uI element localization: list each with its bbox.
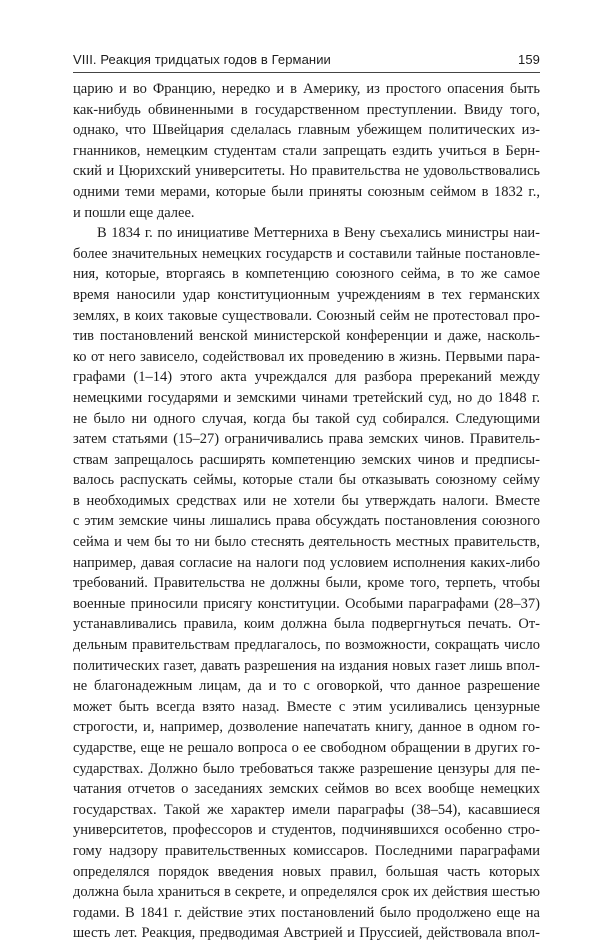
text-line: время наносили удар конституционным учреждениям в тех германских — [73, 286, 540, 303]
text-line: ко от него зависело, содействовал их проведению в жизнь. Первыми пара- — [73, 348, 540, 365]
text-line: политических газет, давать разрешения на издания новых газет лишь впол- — [73, 657, 540, 674]
text-line: землях, в коих таковые существовали. Союзный сейм не протестовал про- — [73, 307, 540, 324]
running-title: VIII. Реакция тридцатых годов в Германии — [73, 52, 331, 67]
text-line: сударствах. Должно было требоваться также разрешение цензуры для пе- — [73, 760, 540, 777]
text-line: чатания отчетов о заседаниях земских сеймов во всех вообще немецких — [73, 781, 540, 798]
text-line: требований. Правительства не должны были, кроме того, терпеть, чтобы — [73, 575, 540, 592]
text-line: может быть всегда взято назад. Вместе с этим усиливались цензурные — [73, 698, 540, 715]
text-line: в необходимых средствах или не хотели бы утверждать налоги. Вместе — [73, 492, 540, 509]
text-line: затем статьями (15–27) ограничивались права земских чинов. Правитель- — [73, 431, 540, 448]
text-line: сударстве, еще не решало вопроса о ее свободном обращении в других го- — [73, 740, 540, 756]
text-line: ствам запрещалось расширять компетенцию земских чинов и предписы- — [73, 451, 540, 468]
text-line: гнанников, немецким студентам стали запрещать ездить учиться в Берн- — [73, 142, 540, 159]
text-line: устанавливались правила, коим должна была подвергнуться печать. От- — [73, 616, 540, 633]
text-line: гому надзору правительственных комиссаров. Последними параграфами — [73, 842, 540, 859]
header-rule — [73, 72, 540, 73]
text-line: не благонадежным лицам, да и то с оговоркой, что данное разрешение — [73, 678, 540, 695]
text-line: сейма и чем бы то ни было стеснять деятельность местных правительств, — [73, 534, 540, 551]
text-line: как-нибудь обвиненными в государственном преступлении. Ввиду того, — [73, 101, 540, 118]
text-line: ский и Цюрихский университеты. Но правительства не удовольствовались — [73, 163, 540, 180]
text-line: не было ни одного случая, когда бы такой суд собирался. Следующими — [73, 410, 540, 427]
text-line: строгости, и, например, дозволение напечатать книгу, данное в одном го- — [73, 719, 540, 736]
text-line: с этим земские чины лишались права обсуждать постановления союзного — [73, 513, 540, 530]
text-line: графами (1–14) этого акта учреждался для разбора пререканий между — [73, 369, 540, 386]
text-line: военные приносили присягу конституции. Особыми параграфами (28–37) — [73, 595, 540, 612]
text-line: одними теми мерами, которые были приняты союзным сеймом в 1832 г., — [73, 183, 540, 200]
text-line: государствах. Такой же характер имели параграфы (38–54), касавшиеся — [73, 801, 540, 818]
text-line: например, давая согласие на налоги под условием исполнения каких-либо — [73, 554, 540, 571]
text-line: и пошли еще далее. — [73, 204, 195, 221]
text-line: годами. В 1841 г. действие этих постановлений было продолжено еще на — [73, 904, 540, 921]
text-line: тив постановлений венской министерской конференции и даже, насколь- — [73, 328, 540, 345]
page-number: 159 — [518, 52, 540, 67]
text-line: дельным правительствам предлагалось, по возможности, сокращать число — [73, 637, 540, 654]
text-line: немецкими государями и земскими чинами третейский суд, но до 1848 г. — [73, 389, 540, 406]
text-line: должна была храниться в секрете, и определялся срок их действия шестью — [73, 884, 540, 901]
text-line: университетов, профессоров и студентов, подчинявшихся особенно стро- — [73, 822, 540, 839]
text-line: валось распускать сеймы, которые стали бы отказывать союзному сейму — [73, 472, 540, 489]
text-line: шесть лет. Реакция, предводимая Австрией и Пруссией, действовала впол- — [73, 925, 540, 942]
text-line: царию и во Францию, нередко и в Америку, из простого опасения быть — [73, 81, 540, 97]
body-text — [73, 79, 540, 944]
text-line: В 1834 г. по инициативе Меттерниха в Вену съехались министры наи- — [97, 225, 540, 242]
text-line: ния, которые, вторгаясь в компетенцию союзного сейма, в то же самое — [73, 266, 540, 283]
text-line: более значительных немецких государств и составили тайные постановле- — [73, 245, 540, 262]
text-line: определялся порядок введения новых правил, большая часть которых — [73, 863, 540, 880]
text-line: однако, что Швейцария сделалась главным убежищем политических из- — [73, 122, 540, 139]
